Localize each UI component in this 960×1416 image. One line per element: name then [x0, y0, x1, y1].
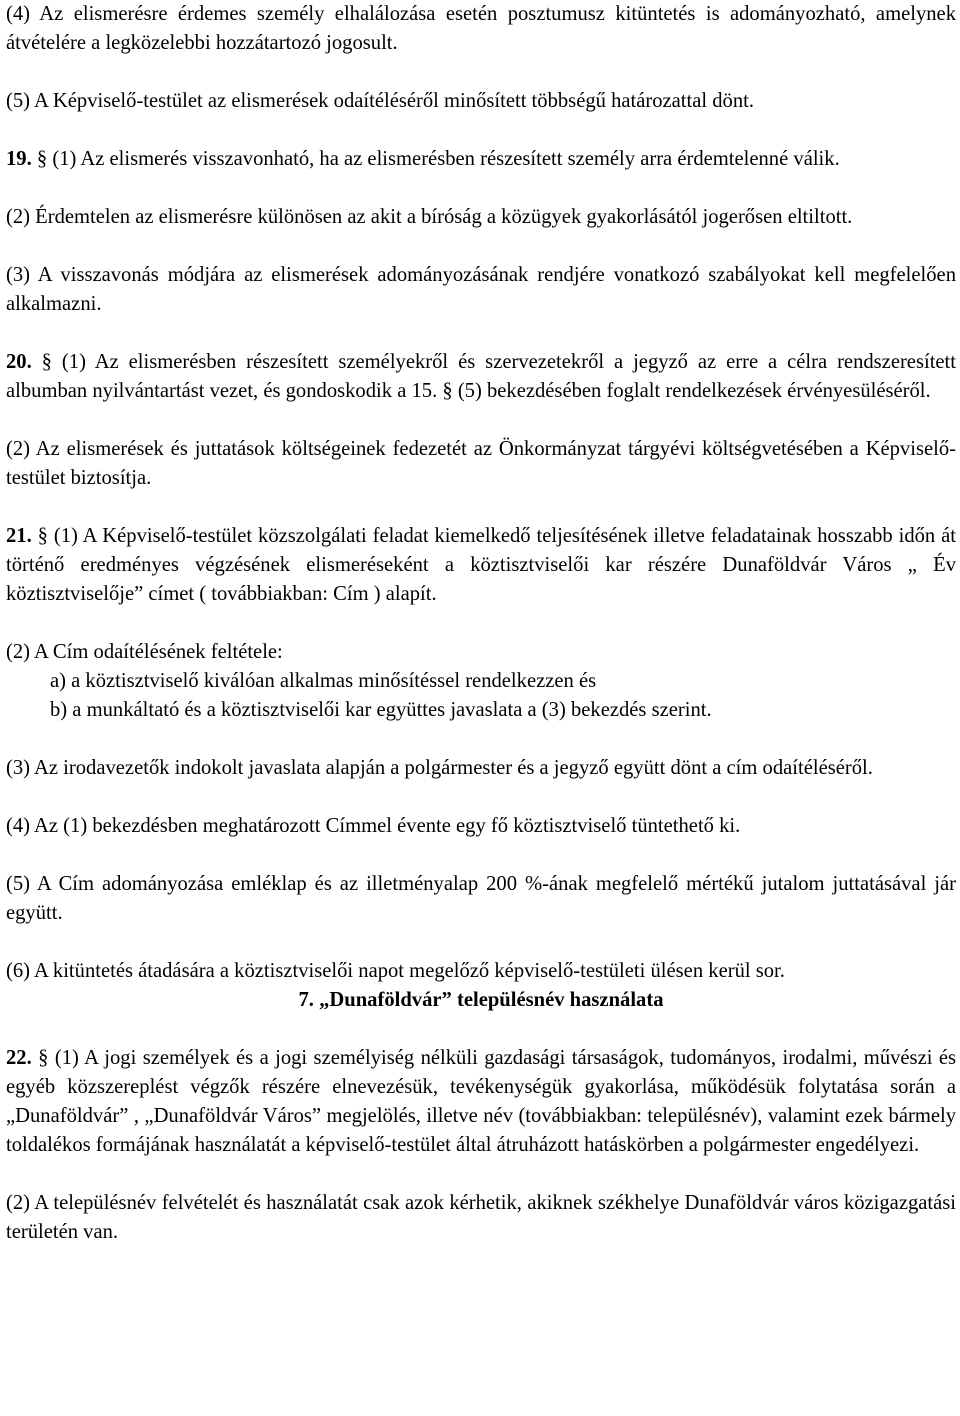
- section-22-2: (2) A településnév felvételét és használatát csak azok kérhetik, akiknek székhelye Dunaföldvár város közigazgatási területén van.: [6, 1192, 956, 1243]
- spacer: [6, 116, 956, 145]
- section-22-1-text: § (1) A jogi személyek és a jogi személyiség nélküli gazdasági társaságok, tudományos, irodalmi, művészi és egyéb közszereplést végzők részére elnevezésük, tevékenységük gyakorlása, működésük folytatása során a „Dunaföldvár” , „Dunaföldvár Város” megjelölés, illetve név (továbbiakban: településnév), valamint ezek bármely toldalékos formájának használatát a képviselő-testület által átruházott hatáskörben a polgármester engedélyezi.: [6, 1047, 956, 1156]
- section-number-21: 21.: [6, 525, 32, 547]
- section-21-2-a: a) a köztisztviselő kiválóan alkalmas minősítéssel rendelkezzen és: [50, 670, 597, 692]
- section-19-1: [6, 145, 956, 174]
- spacer: [6, 174, 956, 203]
- section-number-19: 19.: [6, 148, 32, 170]
- spacer: [6, 319, 956, 348]
- section-21-1-text: § (1) A Képviselő-testület közszolgálati feladat kiemelkedő teljesítésének illetve feladatainak hosszabb időn át történő eredményes végzésének elismeréseként a köztisztviselői kar részére Dunaföldvár Város „ Év köztisztviselője” címet ( továbbiakban: Cím ) alapít.: [6, 525, 956, 605]
- section-number-22: 22.: [6, 1047, 32, 1069]
- section-20-1: [6, 348, 956, 406]
- spacer: [6, 609, 956, 638]
- section-21-5: (5) A Cím adományozása emléklap és az illetményalap 200 %-ának megfelelő mértékű jutalom juttatásával jár együtt.: [6, 873, 956, 924]
- spacer: [6, 841, 956, 870]
- spacer: [6, 725, 956, 754]
- section-22-1: [6, 1044, 956, 1160]
- spacer: [6, 928, 956, 957]
- section-21-1: [6, 522, 956, 609]
- spacer: [6, 1015, 956, 1044]
- spacer: [6, 232, 956, 261]
- section-21-6: (6) A kitüntetés átadására a köztisztviselői napot megelőző képviselő-testületi ülésen kerül sor.: [6, 960, 785, 982]
- paragraph-18-5: (5) A Képviselő-testület az elismerések odaítéléséről minősített többségű határozattal dönt.: [6, 90, 755, 112]
- document-page: [6, 0, 956, 1247]
- section-21-3: (3) Az irodavezetők indokolt javaslata alapján a polgármester és a jegyző együtt dönt a cím odaítéléséről.: [6, 757, 873, 779]
- spacer: [6, 406, 956, 435]
- section-21-2: (2) A Cím odaítélésének feltétele:: [6, 641, 283, 663]
- section-19-1-text: § (1) Az elismerés visszavonható, ha az elismerésben részesített személy arra érdemtelenné válik.: [31, 148, 840, 170]
- spacer: [6, 58, 956, 87]
- section-number-20: 20.: [6, 351, 32, 373]
- spacer: [6, 493, 956, 522]
- chapter-heading-7: 7. „Dunaföldvár” településnév használata: [298, 989, 664, 1011]
- section-20-2: (2) Az elismerések és juttatások költségeinek fedezetét az Önkormányzat tárgyévi költségvetésében a Képviselő-testület biztosítja.: [6, 438, 956, 489]
- section-20-1-text: § (1) Az elismerésben részesített személyekről és szervezetekről a jegyző az erre a célra rendszeresített albumban nyilvántartást vezet, és gondoskodik a 15. § (5) bekezdésében foglalt rendelkezések érvényesüléséről.: [6, 351, 956, 402]
- paragraph-18-4: (4) Az elismerésre érdemes személy elhalálozása esetén posztumusz kitüntetés is adományozható, amelynek átvételére a legközelebbi hozzátartozó jogosult.: [6, 3, 956, 54]
- section-19-3: (3) A visszavonás módjára az elismerések adományozásának rendjére vonatkozó szabályokat kell megfelelően alkalmazni.: [6, 264, 956, 315]
- spacer: [6, 1160, 956, 1189]
- section-21-2-b: b) a munkáltató és a köztisztviselői kar együttes javaslata a (3) bekezdés szerint.: [50, 699, 712, 721]
- section-19-2: (2) Érdemtelen az elismerésre különösen az akit a bíróság a közügyek gyakorlásától jogerősen eltiltott.: [6, 206, 853, 228]
- spacer: [6, 783, 956, 812]
- section-21-4: (4) Az (1) bekezdésben meghatározott Címmel évente egy fő köztisztviselő tüntethető ki.: [6, 815, 741, 837]
